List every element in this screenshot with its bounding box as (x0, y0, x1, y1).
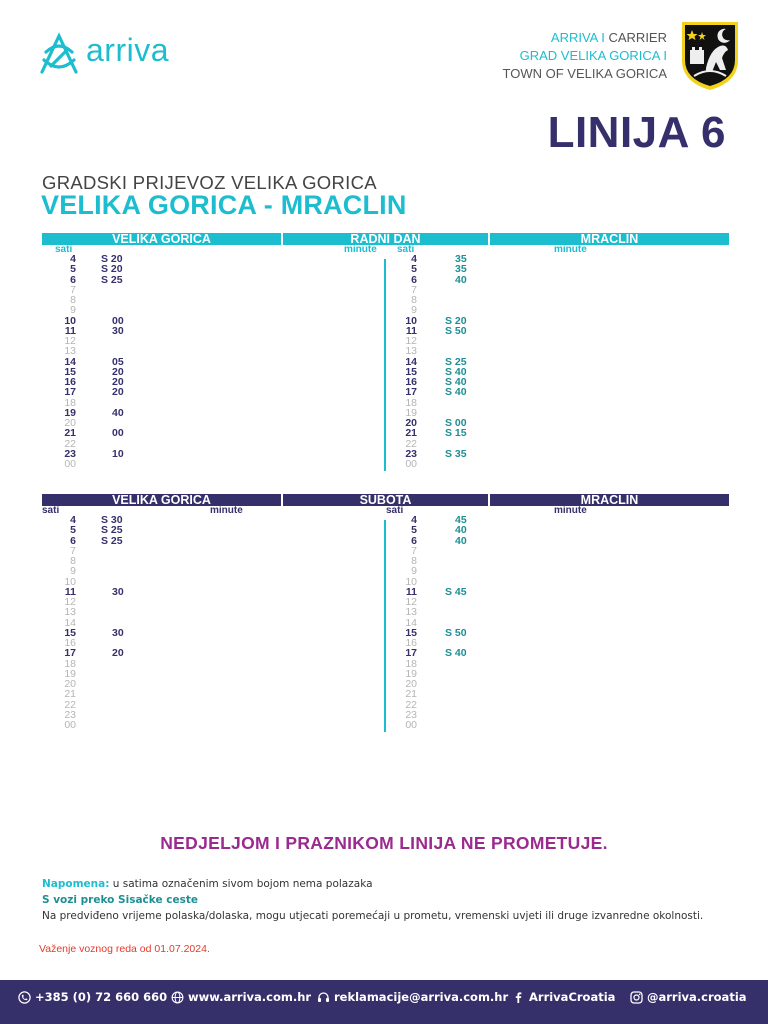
departure-hour: 17 (64, 647, 76, 660)
departure-hour: 16 (64, 637, 76, 649)
weekday-rows (42, 254, 729, 469)
departure-hour: 21 (64, 427, 76, 440)
timetable-row (42, 546, 729, 556)
departure-hour: 4 (70, 253, 76, 265)
weekday-left-minutes-label: minute (344, 244, 377, 255)
timetable-row (42, 556, 729, 566)
return-hour: 16 (405, 637, 417, 649)
timetable-row (42, 295, 729, 305)
carrier-label: CARRIER (608, 30, 667, 45)
departure-hour: 16 (64, 376, 76, 388)
return-hour: 14 (405, 616, 417, 629)
return-hour: 22 (405, 698, 417, 711)
origin-departure-minutes: S 20 (101, 263, 123, 276)
headset-icon (317, 991, 330, 1004)
timetable-row (42, 648, 729, 658)
weekday-timetable (42, 233, 729, 470)
departure-hour: 11 (64, 324, 76, 337)
return-hour: 11 (405, 585, 417, 598)
return-hour: 8 (411, 294, 417, 306)
departure-hour: 23 (64, 708, 76, 721)
note-text: u satima označenim sivom bojom nema polazaka (109, 878, 373, 890)
return-hour: 15 (405, 626, 417, 639)
timetable-row (42, 710, 729, 720)
timetable-row (42, 618, 729, 628)
timetable-row (42, 679, 729, 689)
origin-departure-minutes: 10 (112, 447, 124, 460)
return-hour: 18 (405, 396, 417, 409)
origin-departure-minutes: 20 (112, 365, 124, 378)
saturday-day-header: SUBOTA (283, 494, 488, 506)
timetable-row (42, 428, 729, 438)
timetable-row (42, 597, 729, 607)
origin-departure-minutes: 40 (112, 406, 124, 419)
departure-hour: 00 (64, 719, 76, 731)
return-departure-minutes: S 35 (445, 447, 467, 460)
return-hour: 5 (411, 263, 417, 276)
timetable-row (42, 439, 729, 449)
return-hour: 20 (405, 678, 417, 690)
timetable-row (42, 607, 729, 617)
saturday-destination-header: MRACLIN (490, 494, 729, 506)
timetable-row (42, 628, 729, 638)
origin-departure-minutes: S 25 (101, 534, 123, 547)
timetable-row (42, 336, 729, 346)
return-hour: 21 (405, 427, 417, 440)
origin-departure-minutes: 05 (112, 355, 124, 368)
saturday-right-minutes-label: minute (554, 505, 587, 516)
timetable-row (42, 398, 729, 408)
return-hour: 7 (411, 283, 417, 296)
footer-website-text: www.arriva.com.hr (188, 990, 312, 1004)
footer-instagram-text: @arriva.croatia (647, 990, 747, 1004)
return-departure-minutes: S 40 (445, 386, 467, 399)
note-grey-hours (42, 878, 373, 890)
saturday-rows (42, 515, 729, 730)
timetable-row (42, 449, 729, 459)
service-subtitle: GRADSKI PRIJEVOZ VELIKA GORICA (42, 172, 377, 193)
timetable-row (42, 275, 729, 285)
origin-departure-minutes: S 25 (101, 524, 123, 537)
departure-hour: 11 (64, 585, 76, 598)
line-number-title: LINIJA 6 (547, 108, 726, 157)
return-hour: 21 (405, 688, 417, 701)
return-hour: 9 (411, 565, 417, 578)
carrier-info (503, 29, 667, 83)
weekday-destination-header: MRACLIN (490, 233, 729, 245)
timetable-row (42, 659, 729, 669)
departure-hour: 18 (64, 396, 76, 409)
timetable-row (42, 346, 729, 356)
return-departure-minutes: 35 (455, 263, 467, 276)
departure-hour: 9 (70, 304, 76, 317)
timetable-row (42, 285, 729, 295)
note-disclaimer: Na predviđeno vrijeme polaska/dolaska, mogu utjecati poremećaji u prometu, vremenski uvjeti ili druge izvanredne okolnosti. (42, 910, 704, 922)
origin-departure-minutes: 20 (112, 386, 124, 399)
timetable-row (42, 408, 729, 418)
departure-hour: 19 (64, 406, 76, 419)
departure-hour: 18 (64, 657, 76, 670)
timetable-row (42, 566, 729, 576)
saturday-left-hours-label: sati (42, 505, 60, 516)
return-hour: 00 (405, 458, 417, 470)
departure-hour: 20 (64, 678, 76, 690)
timetable-row (42, 669, 729, 679)
origin-departure-minutes: 20 (112, 647, 124, 660)
timetable-row (42, 638, 729, 648)
departure-hour: 8 (70, 294, 76, 306)
departure-hour: 12 (64, 596, 76, 608)
return-departure-minutes: S 50 (445, 626, 467, 639)
return-hour: 00 (405, 719, 417, 731)
departure-hour: 22 (64, 437, 76, 450)
origin-departure-minutes: 00 (112, 427, 124, 440)
return-departure-minutes: S 00 (445, 417, 467, 429)
departure-hour: 6 (70, 273, 76, 286)
note-s-route: S vozi preko Sisačke ceste (42, 894, 198, 906)
departure-hour: 13 (64, 606, 76, 619)
return-hour: 14 (405, 355, 417, 368)
validity-date: Važenje voznog reda od 01.07.2024. (39, 943, 210, 955)
origin-departure-minutes: 30 (112, 324, 124, 337)
return-departure-minutes: S 15 (445, 427, 467, 440)
return-hour: 11 (405, 324, 417, 337)
timetable-row (42, 326, 729, 336)
timetable-row (42, 689, 729, 699)
saturday-left-minutes-label: minute (210, 505, 243, 516)
carrier-town-hr: GRAD VELIKA GORICA I (519, 48, 667, 63)
weekday-right-minutes-label: minute (554, 244, 587, 255)
instagram-icon (630, 991, 643, 1004)
timetable-row (42, 515, 729, 525)
facebook-icon (512, 991, 525, 1004)
departure-hour: 12 (64, 335, 76, 347)
departure-hour: 13 (64, 345, 76, 358)
origin-departure-minutes: S 30 (101, 514, 123, 526)
return-hour: 20 (405, 417, 417, 429)
return-hour: 18 (405, 657, 417, 670)
timetable-row (42, 577, 729, 587)
return-departure-minutes: 40 (455, 524, 467, 537)
timetable-row (42, 316, 729, 326)
return-departure-minutes: S 20 (445, 314, 467, 327)
weekday-left-hours-label: sati (55, 244, 73, 255)
arriva-logo-icon (38, 30, 80, 76)
saturday-timetable (42, 494, 729, 731)
departure-hour: 20 (64, 417, 76, 429)
timetable-row (42, 357, 729, 367)
origin-departure-minutes: 30 (112, 585, 124, 598)
departure-hour: 14 (64, 616, 76, 629)
return-hour: 16 (405, 376, 417, 388)
return-hour: 10 (405, 575, 417, 588)
return-hour: 6 (411, 273, 417, 286)
town-crest (680, 20, 740, 92)
arriva-logo (38, 30, 203, 76)
return-hour: 13 (405, 345, 417, 358)
departure-hour: 15 (64, 626, 76, 639)
sunday-notice: NEDJELJOM I PRAZNIKOM LINIJA NE PROMETUJE. (160, 833, 608, 853)
departure-hour: 23 (64, 447, 76, 460)
origin-departure-minutes: S 25 (101, 273, 123, 286)
return-hour: 5 (411, 524, 417, 537)
timetable-row (42, 418, 729, 428)
return-hour: 22 (405, 437, 417, 450)
origin-departure-minutes: S 20 (101, 253, 123, 265)
contact-footer (0, 980, 768, 1024)
departure-hour: 10 (64, 314, 76, 327)
return-departure-minutes: 40 (455, 534, 467, 547)
footer-email-text: reklamacije@arriva.com.hr (334, 990, 509, 1004)
note-label: Napomena: (42, 878, 110, 890)
weekday-right-hours-label: sati (397, 244, 415, 255)
return-hour: 8 (411, 555, 417, 567)
carrier-town-en: TOWN OF VELIKA GORICA (502, 66, 667, 81)
timetable-row (42, 305, 729, 315)
departure-hour: 7 (70, 283, 76, 296)
route-title: VELIKA GORICA - MRACLIN (41, 190, 407, 220)
return-hour: 4 (411, 253, 417, 265)
origin-departure-minutes: 00 (112, 314, 124, 327)
return-hour: 7 (411, 544, 417, 557)
weekday-table-header (42, 233, 729, 245)
timetable-row (42, 377, 729, 387)
return-departure-minutes: S 45 (445, 585, 467, 598)
phone-icon (18, 991, 31, 1004)
departure-hour: 22 (64, 698, 76, 711)
return-departure-minutes: S 50 (445, 324, 467, 337)
timetable-row (42, 459, 729, 469)
departure-hour: 17 (64, 386, 76, 399)
departure-hour: 7 (70, 544, 76, 557)
departure-hour: 14 (64, 355, 76, 368)
return-hour: 4 (411, 514, 417, 526)
footer-phone-text: +385 (0) 72 660 660 (35, 990, 168, 1004)
return-hour: 12 (405, 596, 417, 608)
coat-of-arms-icon (680, 20, 740, 92)
return-departure-minutes: S 40 (445, 365, 467, 378)
return-hour: 19 (405, 406, 417, 419)
timetable-row (42, 700, 729, 710)
departure-hour: 00 (64, 458, 76, 470)
return-departure-minutes: S 40 (445, 376, 467, 388)
departure-hour: 4 (70, 514, 76, 526)
weekday-day-header: RADNI DAN (283, 233, 488, 245)
timetable-row (42, 536, 729, 546)
return-hour: 23 (405, 708, 417, 721)
departure-hour: 5 (70, 263, 76, 276)
timetable-row (42, 387, 729, 397)
return-departure-minutes: 45 (455, 514, 467, 526)
saturday-right-hours-label: sati (386, 505, 404, 516)
timetable-row (42, 525, 729, 535)
return-hour: 6 (411, 534, 417, 547)
origin-departure-minutes: 20 (112, 376, 124, 388)
globe-icon (171, 991, 184, 1004)
departure-hour: 9 (70, 565, 76, 578)
footer-facebook-text: ArrivaCroatia (529, 990, 616, 1004)
return-hour: 19 (405, 667, 417, 680)
departure-hour: 21 (64, 688, 76, 701)
departure-hour: 8 (70, 555, 76, 567)
timetable-row (42, 264, 729, 274)
carrier-brand: ARRIVA I (550, 30, 605, 45)
departure-hour: 6 (70, 534, 76, 547)
saturday-origin-header: VELIKA GORICA (42, 494, 281, 506)
timetable-row (42, 720, 729, 730)
return-hour: 13 (405, 606, 417, 619)
origin-departure-minutes: 30 (112, 626, 124, 639)
departure-hour: 10 (64, 575, 76, 588)
departure-hour: 15 (64, 365, 76, 378)
return-departure-minutes: S 40 (445, 647, 467, 660)
return-hour: 17 (405, 647, 417, 660)
return-departure-minutes: 35 (455, 253, 467, 265)
return-hour: 12 (405, 335, 417, 347)
timetable-row (42, 587, 729, 597)
return-hour: 17 (405, 386, 417, 399)
departure-hour: 5 (70, 524, 76, 537)
return-hour: 10 (405, 314, 417, 327)
brand-name: arriva (86, 32, 170, 68)
return-hour: 9 (411, 304, 417, 317)
return-hour: 15 (405, 365, 417, 378)
return-departure-minutes: 40 (455, 273, 467, 286)
return-hour: 23 (405, 447, 417, 460)
timetable-row (42, 254, 729, 264)
departure-hour: 19 (64, 667, 76, 680)
weekday-origin-header: VELIKA GORICA (42, 233, 281, 245)
return-departure-minutes: S 25 (445, 355, 467, 368)
timetable-row (42, 367, 729, 377)
